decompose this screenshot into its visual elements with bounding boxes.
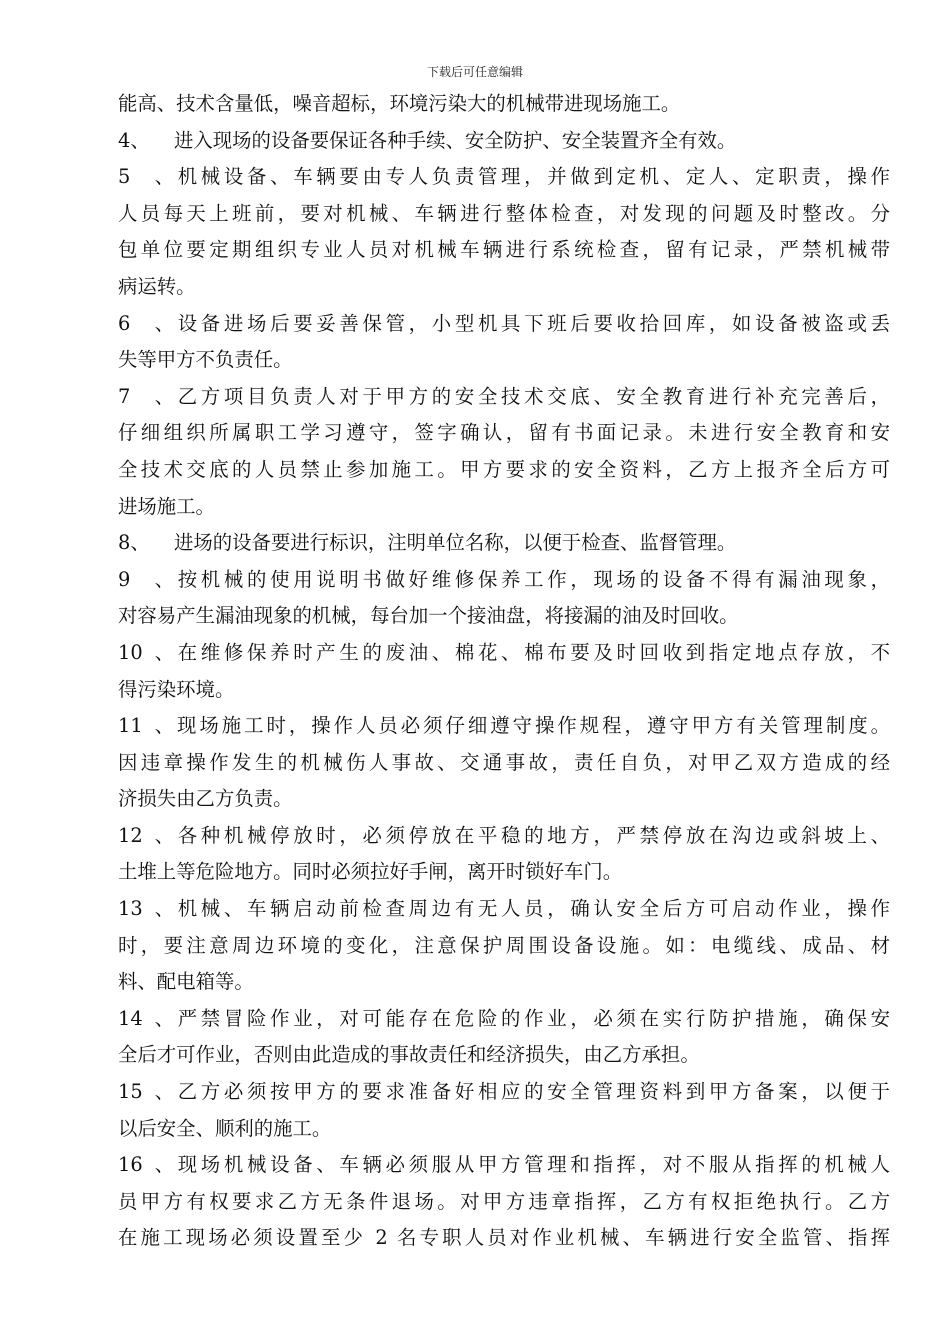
item-number: 8、 — [118, 531, 150, 555]
item-number: 4、 — [118, 128, 150, 152]
line-text: 仔细组织所属职工学习遵守，签字确认，留有书面记录。未进行安全教育和安 — [118, 421, 890, 445]
text-line — [118, 708, 890, 745]
line-text: 料、配电箱等。 — [118, 970, 254, 994]
text-line — [118, 598, 890, 635]
text-line — [118, 672, 890, 709]
line-text: 对容易产生漏油现象的机械，每台加一个接油盘，将接漏的油及时回收。 — [118, 604, 739, 628]
item-number: 13、 — [118, 897, 174, 921]
line-text: 乙方项目负责人对于甲方的安全技术交底、安全教育进行补充完善后， — [174, 384, 890, 408]
line-text: 人员每天上班前，要对机械、车辆进行整体检查，对发现的问题及时整改。分 — [118, 201, 890, 225]
text-line — [118, 818, 890, 855]
line-text: 全技术交底的人员禁止参加施工。甲方要求的安全资料，乙方上报齐全后方可 — [118, 457, 890, 481]
text-line — [118, 635, 890, 672]
item-number: 7、 — [118, 384, 174, 408]
text-line — [118, 196, 890, 233]
line-text: 得污染环境。 — [118, 677, 235, 701]
line-text: 以后安全、顺利的施工。 — [118, 1116, 332, 1140]
text-line — [118, 232, 890, 269]
line-text: 进场的设备要进行标识，注明单位名称，以便于检查、监督管理。 — [174, 531, 737, 555]
line-text: 进场施工。 — [118, 494, 215, 518]
text-line — [118, 452, 890, 489]
text-line — [118, 489, 890, 526]
text-line — [118, 306, 890, 343]
text-line — [118, 1147, 890, 1184]
line-text: 全后才可作业，否则由此造成的事故责任和经济损失，由乙方承担。 — [118, 1043, 700, 1067]
line-text: 乙方必须按甲方的要求准备好相应的安全管理资料到甲方备案，以便于 — [174, 1080, 890, 1104]
text-line — [118, 1220, 890, 1257]
document-body — [118, 86, 890, 1257]
text-line — [118, 1037, 890, 1074]
line-text: 时，要注意周边环境的变化，注意保护周围设备设施。如：电缆线、成品、材 — [118, 933, 890, 957]
text-line — [118, 562, 890, 599]
line-text: 现场机械设备、车辆必须服从甲方管理和指挥，对不服从指挥的机械人 — [174, 1153, 890, 1177]
text-line — [118, 379, 890, 416]
text-line — [118, 159, 890, 196]
text-line — [118, 928, 890, 965]
text-line — [118, 854, 890, 891]
text-line — [118, 415, 890, 452]
line-text: 病运转。 — [118, 274, 196, 298]
item-number: 14、 — [118, 1006, 174, 1030]
item-number: 12、 — [118, 823, 174, 847]
text-line — [118, 269, 890, 306]
line-text: 严禁冒险作业，对可能存在危险的作业，必须在实行防护措施，确保安 — [174, 1006, 890, 1030]
text-line — [118, 1001, 890, 1038]
line-text: 设备进场后要妥善保管，小型机具下班后要收拾回库，如设备被盗或丢 — [174, 311, 890, 335]
text-line — [118, 891, 890, 928]
text-line — [118, 1184, 890, 1221]
line-text: 各种机械停放时，必须停放在平稳的地方，严禁停放在沟边或斜坡上、 — [174, 823, 890, 847]
text-line — [118, 1074, 890, 1111]
text-line — [118, 1111, 890, 1148]
line-text: 机械、车辆启动前检查周边有无人员，确认安全后方可启动作业，操作 — [174, 897, 890, 921]
line-text: 员甲方有权要求乙方无条件退场。对甲方违章指挥，乙方有权拒绝执行。乙方 — [118, 1189, 890, 1213]
line-text: 能高、技术含量低，噪音超标，环境污染大的机械带进现场施工。 — [118, 92, 681, 115]
line-text: 进入现场的设备要保证各种手续、安全防护、安全装置齐全有效。 — [174, 128, 737, 152]
item-number: 9、 — [118, 567, 174, 591]
text-line — [118, 342, 890, 379]
line-text: 包单位要定期组织专业人员对机械车辆进行系统检查，留有记录，严禁机械带 — [118, 238, 890, 262]
item-number: 10、 — [118, 640, 174, 664]
text-line — [118, 86, 890, 123]
line-text: 按机械的使用说明书做好维修保养工作，现场的设备不得有漏油现象， — [174, 567, 890, 591]
item-number: 6、 — [118, 311, 174, 335]
page-header: 下载后可任意编辑 — [426, 65, 523, 79]
item-number: 16、 — [118, 1153, 174, 1177]
line-text: 失等甲方不负责任。 — [118, 348, 293, 372]
text-line — [118, 964, 890, 1001]
line-text: 在施工现场必须设置至少 2 名专职人员对作业机械、车辆进行安全监管、指挥 — [118, 1226, 890, 1250]
line-text: 现场施工时，操作人员必须仔细遵守操作规程，遵守甲方有关管理制度。 — [174, 714, 890, 738]
item-number: 11、 — [118, 714, 174, 738]
text-line — [118, 525, 890, 562]
text-line — [118, 781, 890, 818]
text-line — [118, 745, 890, 782]
line-text: 在维修保养时产生的废油、棉花、棉布要及时回收到指定地点存放，不 — [174, 640, 890, 664]
line-text: 因违章操作发生的机械伤人事故、交通事故，责任自负，对甲乙双方造成的经 — [118, 750, 890, 774]
item-number: 5、 — [118, 165, 174, 189]
line-text: 机械设备、车辆要由专人负责管理，并做到定机、定人、定职责，操作 — [174, 165, 890, 189]
line-text: 土堆上等危险地方。同时必须拉好手闸，离开时锁好车门。 — [118, 860, 623, 884]
item-number: 15、 — [118, 1080, 174, 1104]
text-line — [118, 123, 890, 160]
line-text: 济损失由乙方负责。 — [118, 787, 293, 811]
